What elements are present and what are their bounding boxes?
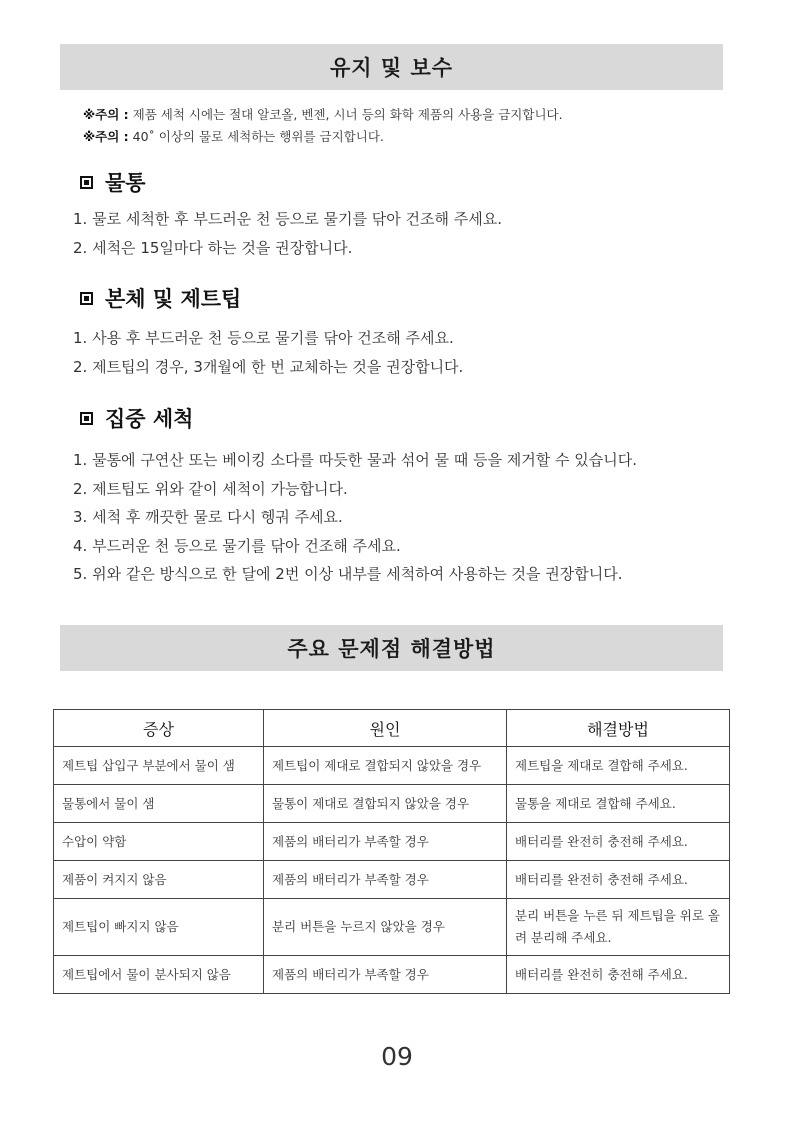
troubleshooting-title: 주요 문제점 해결방법 (60, 625, 723, 671)
list-item: 3. 세척 후 깨끗한 물로 다시 헹궈 주세요. (73, 508, 343, 526)
list-item: 5. 위와 같은 방식으로 한 달에 2번 이상 내부를 세척하여 사용하는 것을 권장합니다. (73, 565, 623, 583)
section-heading-text: 집중 세척 (105, 407, 194, 431)
column-header-solution: 해결방법 (507, 710, 730, 747)
symptom-cell: 제트팁이 빠지지 않음 (54, 899, 264, 956)
list-item: 1. 물로 세척한 후 부드러운 천 등으로 물기를 닦아 건조해 주세요. (73, 210, 503, 228)
section-heading-deep-cleaning (80, 403, 193, 433)
list-item: 1. 사용 후 부드러운 천 등으로 물기를 닦아 건조해 주세요. (73, 329, 454, 347)
cause-cell: 제품의 배터리가 부족할 경우 (264, 861, 507, 899)
cause-cell: 물통이 제대로 결합되지 않았을 경우 (264, 785, 507, 823)
table-row (54, 823, 730, 861)
caution-note (83, 104, 563, 126)
deep-cleaning-list (73, 446, 637, 589)
list-item: 4. 부드러운 천 등으로 물기를 닦아 건조해 주세요. (73, 536, 401, 555)
column-header-cause: 원인 (264, 710, 507, 747)
solution-cell: 제트팁을 제대로 결합해 주세요. (507, 747, 730, 785)
list-item: 2. 세척은 15일마다 하는 것을 권장합니다. (73, 238, 353, 257)
square-bullet-icon (80, 292, 93, 305)
symptom-cell: 수압이 약함 (54, 823, 264, 861)
solution-cell: 물통을 제대로 결합해 주세요. (507, 785, 730, 823)
caution-notes (83, 104, 563, 148)
solution-cell: 배터리를 완전히 충전해 주세요. (507, 956, 730, 994)
symptom-cell: 물통에서 물이 샘 (54, 785, 264, 823)
section-heading-body-jet-tip (80, 283, 241, 313)
table-row (54, 747, 730, 785)
caution-label: ※주의 : (83, 107, 129, 122)
solution-cell: 배터리를 완전히 충전해 주세요. (507, 861, 730, 899)
troubleshooting-table (53, 709, 730, 994)
solution-cell: 분리 버튼을 누른 뒤 제트팁을 위로 올려 분리해 주세요. (507, 899, 730, 956)
symptom-cell: 제트팁에서 물이 분사되지 않음 (54, 956, 264, 994)
section-heading-water-tank (80, 167, 146, 197)
symptom-cell: 제품이 켜지지 않음 (54, 861, 264, 899)
section-heading-text: 물통 (105, 171, 146, 195)
square-bullet-icon (80, 412, 93, 425)
solution-cell: 배터리를 완전히 충전해 주세요. (507, 823, 730, 861)
cause-cell: 제품의 배터리가 부족할 경우 (264, 823, 507, 861)
table-row (54, 899, 730, 956)
page-number: 09 (381, 1042, 413, 1071)
caution-label: ※주의 : (83, 129, 129, 144)
table-row (54, 785, 730, 823)
table-row (54, 861, 730, 899)
symptom-cell: 제트팁 삽입구 부분에서 물이 샘 (54, 747, 264, 785)
body-jet-tip-list (73, 324, 463, 381)
water-tank-list (73, 205, 502, 262)
caution-note (83, 126, 563, 148)
column-header-symptom: 증상 (54, 710, 264, 747)
section-heading-text: 본체 및 제트팁 (105, 287, 242, 311)
table-header-row (54, 710, 730, 747)
caution-text: 제품 세척 시에는 절대 알코올, 벤젠, 시너 등의 화학 제품의 사용을 금지합니다. (128, 107, 563, 122)
table-row (54, 956, 730, 994)
caution-text: 40˚ 이상의 물로 세척하는 행위를 금지합니다. (128, 129, 384, 144)
cause-cell: 분리 버튼을 누르지 않았을 경우 (264, 899, 507, 956)
list-item: 2. 제트팁도 위와 같이 세척이 가능합니다. (73, 479, 348, 498)
cause-cell: 제품의 배터리가 부족할 경우 (264, 956, 507, 994)
list-item: 2. 제트팁의 경우, 3개월에 한 번 교체하는 것을 권장합니다. (73, 357, 464, 376)
maintenance-title: 유지 및 보수 (60, 44, 723, 90)
cause-cell: 제트팁이 제대로 결합되지 않았을 경우 (264, 747, 507, 785)
list-item: 1. 물통에 구연산 또는 베이킹 소다를 따듯한 물과 섞어 물 때 등을 제거할 수 있습니다. (73, 451, 638, 469)
square-bullet-icon (80, 176, 93, 189)
